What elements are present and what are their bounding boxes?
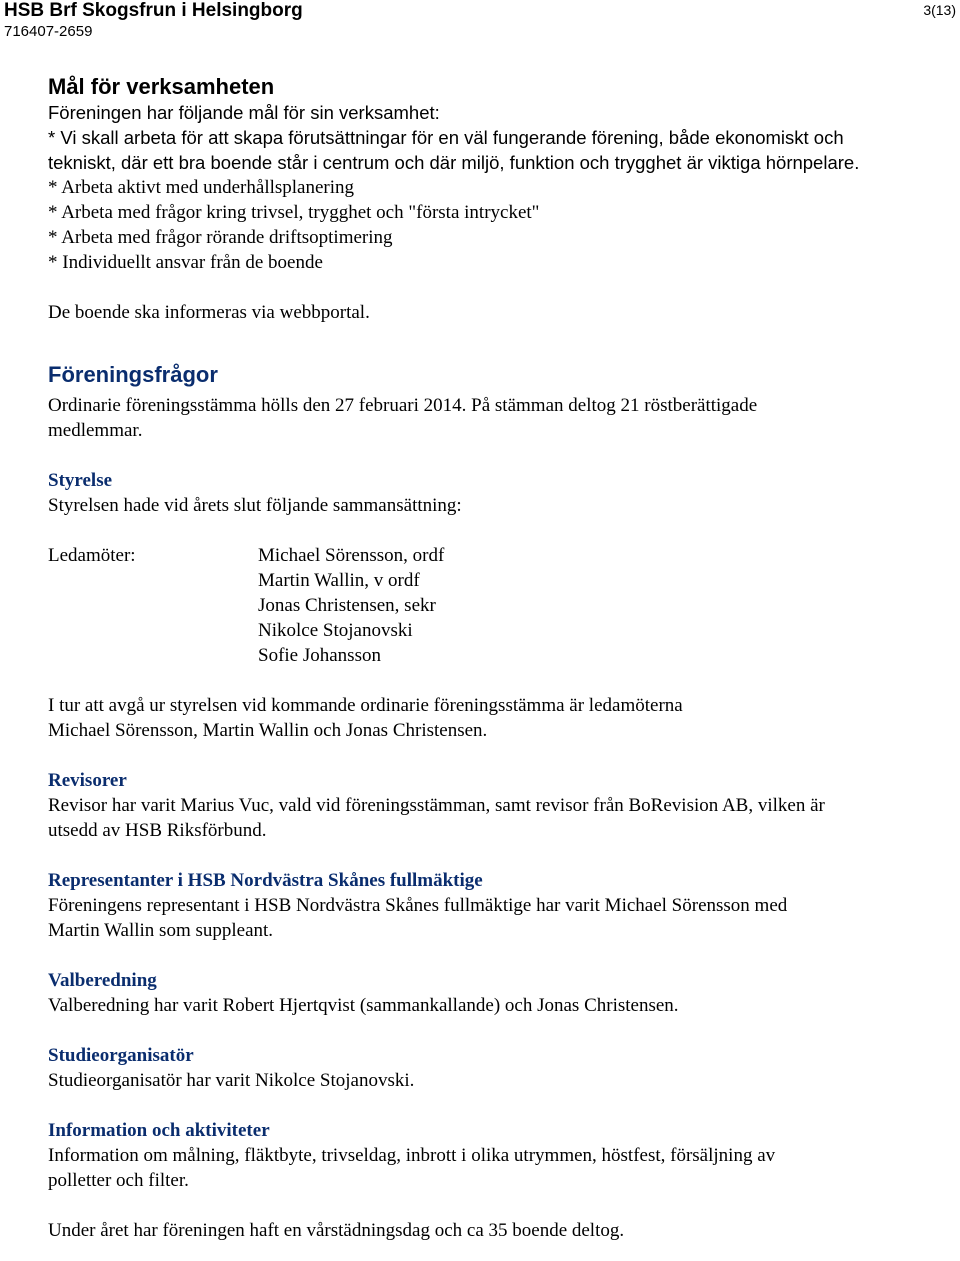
goals-item: * Arbeta med frågor kring trivsel, trygghet och "första intrycket"	[48, 202, 540, 223]
goals-line: tekniskt, där ett bra boende står i centrum och där miljö, funktion och trygghet är viktiga hörnpelare.	[48, 152, 860, 173]
board-intro: Styrelsen hade vid årets slut följande sammansättning:	[48, 495, 462, 516]
information-line: polletter och filter.	[48, 1170, 189, 1191]
board-members-label: Ledamöter:	[48, 545, 136, 566]
goals-info-line: De boende ska informeras via webbportal.	[48, 302, 370, 323]
board-outgoing-line: Michael Sörensson, Martin Wallin och Jonas Christensen.	[48, 720, 488, 741]
goals-item: * Arbeta med frågor rörande driftsoptimering	[48, 227, 393, 248]
board-member: Nikolce Stojanovski	[258, 620, 413, 641]
information-line: Information om målning, fläktbyte, trivseldag, inbrott i olika utrymmen, höstfest, försäljning av	[48, 1145, 776, 1166]
goals-heading: Mål för verksamheten	[48, 74, 275, 99]
board-member: Michael Sörensson, ordf	[258, 545, 445, 566]
organization-number: 716407-2659	[4, 23, 93, 40]
association-line: Ordinarie föreningsstämma hölls den 27 februari 2014. På stämman deltog 21 röstberättigade	[48, 395, 758, 416]
study-line: Studieorganisatör har varit Nikolce Stojanovski.	[48, 1070, 415, 1091]
representatives-heading: Representanter i HSB Nordvästra Skånes fullmäktige	[48, 870, 483, 891]
representatives-line: Föreningens representant i HSB Nordvästra Skånes fullmäktige har varit Michael Sörensson med	[48, 895, 788, 916]
goals-line: * Vi skall arbeta för att skapa förutsättningar för en väl fungerande förening, både ekonomiskt och	[48, 127, 844, 148]
organization-name: HSB Brf Skogsfrun i Helsingborg	[4, 0, 303, 21]
representatives-line: Martin Wallin som suppleant.	[48, 920, 274, 941]
goals-item: * Arbeta aktivt med underhållsplanering	[48, 177, 355, 198]
auditors-line: Revisor har varit Marius Vuc, vald vid föreningsstämman, samt revisor från BoRevision AB, vilken är	[48, 795, 825, 816]
board-member: Sofie Johansson	[258, 645, 381, 666]
nomination-line: Valberedning har varit Robert Hjertqvist (sammankallande) och Jonas Christensen.	[48, 995, 679, 1016]
board-member: Jonas Christensen, sekr	[258, 595, 436, 616]
goals-item: * Individuellt ansvar från de boende	[48, 252, 323, 273]
page-indicator: 3(13)	[923, 2, 956, 18]
board-members-block	[48, 543, 956, 668]
auditors-line: utsedd av HSB Riksförbund.	[48, 820, 267, 841]
board-heading: Styrelse	[48, 470, 113, 491]
goals-line: Föreningen har följande mål för sin verksamhet:	[48, 102, 440, 123]
board-members-list	[258, 543, 444, 668]
board-outgoing-line: I tur att avgå ur styrelsen vid kommande ordinarie föreningsstämma är ledamöterna	[48, 695, 683, 716]
information-closing: Under året har föreningen haft en vårstädningsdag och ca 35 boende deltog.	[48, 1220, 625, 1241]
information-heading: Information och aktiviteter	[48, 1120, 270, 1141]
board-member: Martin Wallin, v ordf	[258, 570, 420, 591]
study-heading: Studieorganisatör	[48, 1045, 194, 1066]
nomination-heading: Valberedning	[48, 970, 157, 991]
auditors-heading: Revisorer	[48, 770, 127, 791]
association-heading: Föreningsfrågor	[48, 362, 218, 387]
association-line: medlemmar.	[48, 420, 143, 441]
document-body	[48, 74, 956, 1243]
